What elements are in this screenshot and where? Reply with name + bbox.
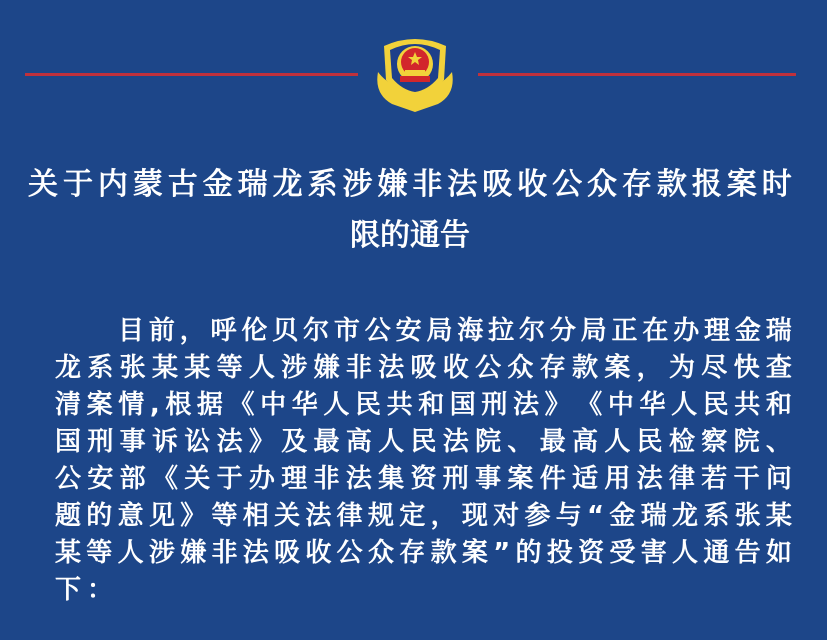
body-line: 国 刑 事 诉 讼 法 》 及 最 高 人 民 法 院 、 最 高 人 民 检 察 院 、 <box>55 427 792 457</box>
body-line: 目 前 ， 呼 伦 贝 尔 市 公 安 局 海 拉 尔 分 局 正 在 办 理 金 瑞 <box>118 316 792 346</box>
red-divider-right <box>478 73 796 76</box>
red-divider-left <box>25 73 358 76</box>
body-line: 某 等 人 涉 嫌 非 法 吸 收 公 众 存 款 案 ” 的 投 资 受 害 人 通 告 如 <box>55 538 792 568</box>
notice-title-line-1: 关 于 内 蒙 古 金 瑞 龙 系 涉 嫌 非 法 吸 收 公 众 存 款 报 案 时 <box>28 167 792 202</box>
police-emblem-icon <box>370 32 460 114</box>
body-line: 下： <box>55 575 120 605</box>
body-line: 题 的 意 见 》 等 相 关 法 律 规 定 ， 现 对 参 与 “ 金 瑞 龙 系 张 某 <box>55 501 792 531</box>
notice-title-line-2: 限的通告 <box>350 218 470 253</box>
body-line: 清 案 情 , 根 据 《 中 华 人 民 共 和 国 刑 法 》 《 中 华 人 民 共 和 <box>55 390 792 420</box>
body-line: 公 安 部 《 关 于 办 理 非 法 集 资 刑 事 案 件 适 用 法 律 若 干 问 <box>55 464 792 494</box>
body-line: 龙 系 张 某 某 等 人 涉 嫌 非 法 吸 收 公 众 存 款 案 ， 为 尽 快 查 <box>55 353 792 383</box>
